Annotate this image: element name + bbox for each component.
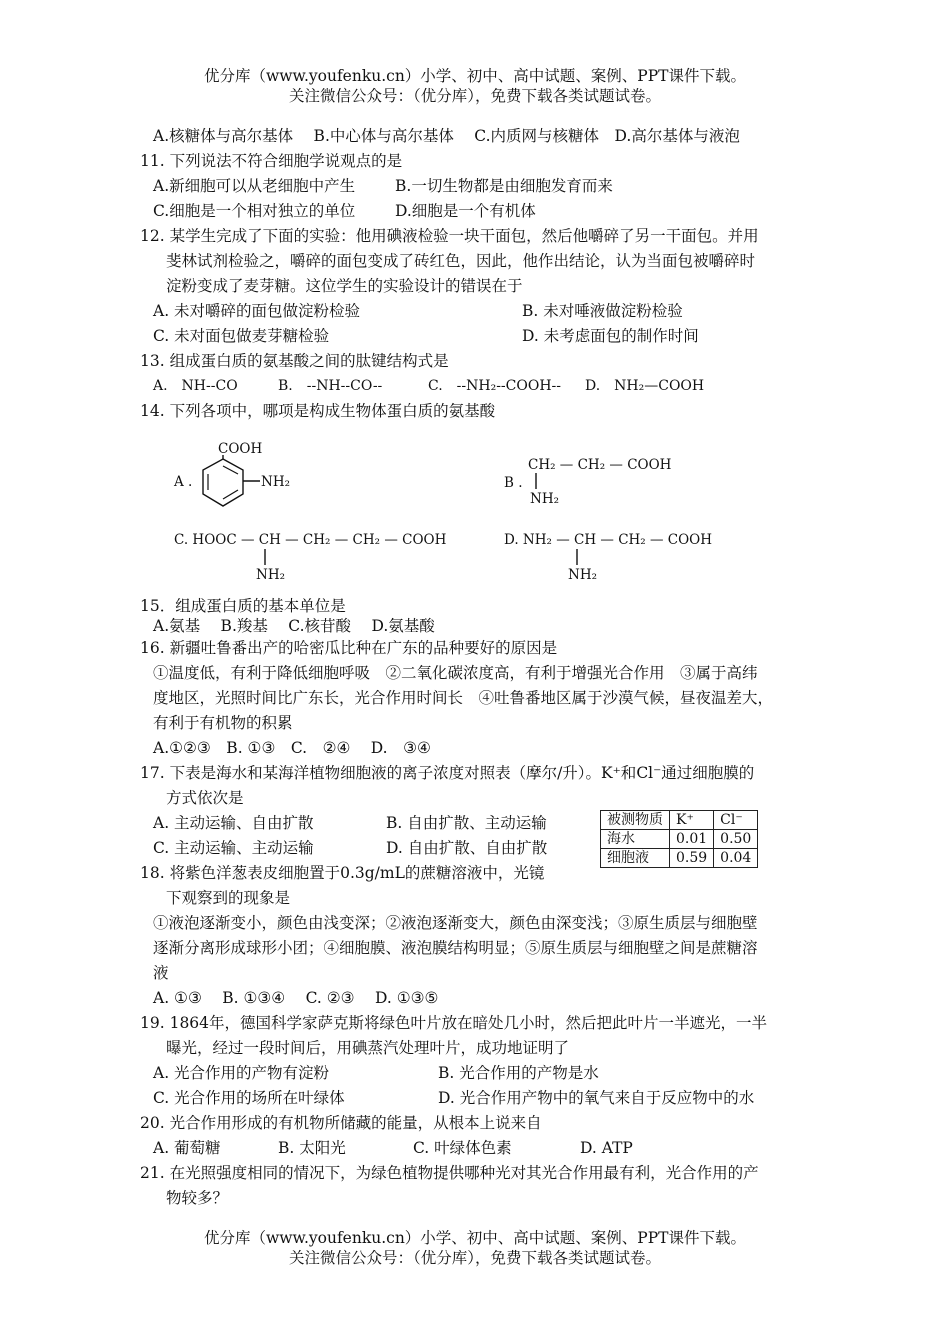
q14-c-chain: C. HOOC — CH — CH₂ — CH₂ — COOH: [174, 532, 447, 548]
q16-line-3: 有利于有机物的积累: [153, 714, 293, 732]
q14-b-label: B .: [504, 475, 523, 491]
table-cell: 0.50: [714, 830, 758, 849]
q18-line-3: 液: [153, 964, 169, 982]
q16-line-1: ①温度低，有利于降低细胞呼吸 ②二氧化碳浓度高，有利于增强光合作用 ③属于高纬: [153, 664, 758, 682]
q18-line-1: ①液泡逐渐变小，颜色由浅变深；②液泡逐渐变大，颜色由深变浅；③原生质层与细胞壁: [153, 914, 758, 932]
q14-a-label: A .: [174, 474, 193, 490]
table-header-cell: Cl⁻: [714, 811, 758, 830]
q13-option-a: A. NH--CO: [153, 378, 238, 394]
q19-stem-2: 曝光，经过一段时间后，用碘蒸汽处理叶片，成功地证明了: [166, 1039, 570, 1057]
q17-stem-2: 方式依次是: [166, 789, 244, 807]
q19-option-c: C. 光合作用的场所在叶绿体: [153, 1089, 345, 1107]
ion-concentration-table: [600, 810, 758, 868]
q14-stem: 14. 下列各项中，哪项是构成生物体蛋白质的氨基酸: [140, 402, 496, 420]
q18-stem-2: 下观察到的现象是: [166, 889, 291, 907]
q16-options: A.①②③ B. ①③ C. ②④ D. ③④: [153, 739, 431, 757]
q19-option-a: A. 光合作用的产物有淀粉: [153, 1064, 330, 1082]
q20-option-b: B. 太阳光: [278, 1139, 346, 1157]
table-header-cell: 被测物质: [601, 811, 670, 830]
q14-a-cooh: COOH: [218, 441, 263, 457]
q14-b-chain: CH₂ — CH₂ — COOH: [528, 457, 672, 473]
q13-stem: 13. 组成蛋白质的氨基酸之间的肽键结构式是: [140, 352, 449, 370]
q19-option-b: B. 光合作用的产物是水: [438, 1064, 599, 1082]
q10-options: A.核糖体与高尔基体 B.中心体与高尔基体 C.内质网与核糖体 D.高尔基体与液泡: [153, 127, 740, 145]
q12-stem-3: 淀粉变成了麦芽糖。这位学生的实验设计的错误在于: [166, 277, 523, 295]
q19-option-d: D. 光合作用产物中的氧气来自于反应物中的水: [438, 1089, 755, 1107]
q21-stem-1: 21. 在光照强度相同的情况下，为绿色植物提供哪种光对其光合作用最有利，光合作用的产: [140, 1164, 759, 1182]
q20-stem: 20. 光合作用形成的有机物所储藏的能量，从根本上说来自: [140, 1114, 542, 1132]
q14-a-nh2: NH₂: [261, 474, 290, 490]
table-cell: 0.04: [714, 849, 758, 868]
q14-b-bond: [533, 473, 539, 489]
q15-options: A.氨基 B.羧基 C.核苷酸 D.氨基酸: [153, 617, 435, 635]
q17-option-c: C. 主动运输、主动运输: [153, 839, 314, 857]
q14-d-bond: [574, 549, 580, 565]
q16-stem: 16. 新疆吐鲁番出产的哈密瓜比种在广东的品种要好的原因是: [140, 639, 558, 657]
page-header-line1: 优分库（www.youfenku.cn）小学、初中、高中试题、案例、PPT课件下载。: [203, 67, 747, 85]
q20-option-a: A. 葡萄糖: [153, 1139, 221, 1157]
q13-option-c: C. --NH₂--COOH--: [428, 378, 561, 394]
page-footer-line1: 优分库（www.youfenku.cn）小学、初中、高中试题、案例、PPT课件下载。: [203, 1229, 747, 1247]
q21-stem-2: 物较多？: [166, 1189, 229, 1207]
table-header-cell: K⁺: [670, 811, 714, 830]
q12-option-c: C. 未对面包做麦芽糖检验: [153, 327, 330, 345]
q13-option-d: D. NH₂—COOH: [585, 378, 705, 394]
table-cell: 0.59: [670, 849, 714, 868]
benzene-ring-structure: [198, 455, 268, 520]
q14-c-nh2: NH₂: [256, 567, 285, 583]
table-header-row: [601, 811, 758, 830]
table-cell: 0.01: [670, 830, 714, 849]
q14-b-nh2: NH₂: [530, 491, 559, 507]
q17-option-a: A. 主动运输、自由扩散: [153, 814, 314, 832]
q19-stem-1: 19. 1864年，德国科学家萨克斯将绿色叶片放在暗处几小时，然后把此叶片一半遮光，一半: [140, 1014, 768, 1032]
q14-d-chain: D. NH₂ — CH — CH₂ — COOH: [504, 532, 713, 548]
q12-stem-2: 斐林试剂检验之，嚼碎的面包变成了砖红色，因此，他作出结论，认为当面包被嚼碎时: [166, 252, 756, 270]
q15-stem: 15．组成蛋白质的基本单位是: [140, 597, 346, 615]
table-row: [601, 830, 758, 849]
q11-option-c: C.细胞是一个相对独立的单位: [153, 202, 356, 220]
q16-line-2: 度地区，光照时间比广东长，光合作用时间长 ④吐鲁番地区属于沙漠气候，昼夜温差大，: [153, 689, 774, 707]
table-cell: 细胞液: [601, 849, 670, 868]
q12-option-d: D. 未考虑面包的制作时间: [522, 327, 699, 345]
q18-line-2: 逐渐分离形成球形小团；④细胞膜、液泡膜结构明显；⑤原生质层与细胞壁之间是蔗糖溶: [153, 939, 758, 957]
table-row: [601, 849, 758, 868]
q20-option-c: C. 叶绿体色素: [413, 1139, 512, 1157]
q11-option-d: D.细胞是一个有机体: [395, 202, 536, 220]
q17-option-b: B. 自由扩散、主动运输: [386, 814, 547, 832]
page-header-line2: 关注微信公众号：（优分库），免费下载各类试题试卷。: [288, 87, 661, 105]
q14-d-nh2: NH₂: [568, 567, 597, 583]
q17-option-d: D. 自由扩散、自由扩散: [386, 839, 548, 857]
q12-option-b: B. 未对唾液做淀粉检验: [522, 302, 683, 320]
q12-stem-1: 12. 某学生完成了下面的实验：他用碘液检验一块干面包，然后他嚼碎了另一干面包。并用: [140, 227, 759, 245]
q14-c-bond: [262, 549, 268, 565]
table-cell: 海水: [601, 830, 670, 849]
q12-option-a: A. 未对嚼碎的面包做淀粉检验: [153, 302, 361, 320]
q18-stem-1: 18. 将紫色洋葱表皮细胞置于0.3g/mL的蔗糖溶液中，光镜: [140, 864, 545, 882]
q18-options: A. ①③ B. ①③④ C. ②③ D. ①③⑤: [153, 989, 439, 1007]
q11-stem: 11. 下列说法不符合细胞学说观点的是: [140, 152, 403, 170]
q20-option-d: D. ATP: [580, 1139, 633, 1157]
q13-option-b: B. --NH--CO--: [278, 378, 383, 394]
page-footer-line2: 关注微信公众号：（优分库），免费下载各类试题试卷。: [288, 1249, 661, 1267]
q11-option-a: A.新细胞可以从老细胞中产生: [153, 177, 356, 195]
q11-option-b: B.一切生物都是由细胞发育而来: [395, 177, 613, 195]
q17-stem-1: 17. 下表是海水和某海洋植物细胞液的离子浓度对照表（摩尔/升）。K⁺和Cl⁻通过细胞膜的: [140, 764, 755, 782]
